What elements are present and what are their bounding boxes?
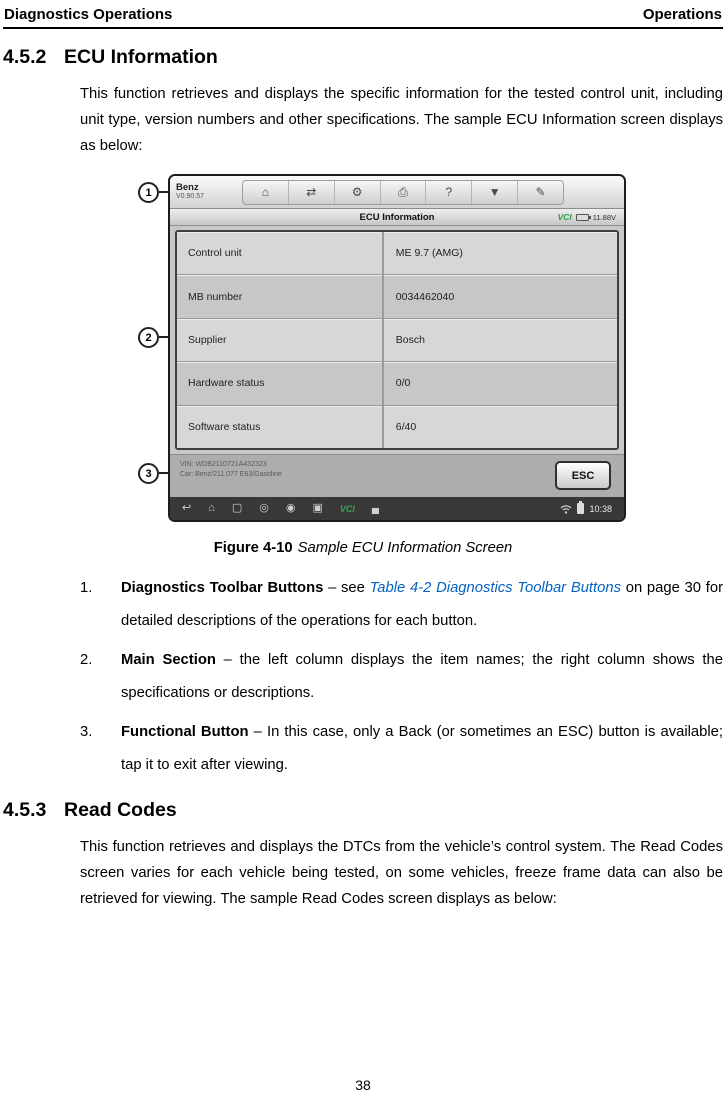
table-row [177, 406, 617, 448]
header-left-title: Diagnostics Operations [4, 6, 173, 23]
figure-caption [3, 540, 723, 556]
vehicle-info-text [180, 460, 282, 479]
list-item-mid-text: – see [323, 580, 370, 596]
callout-3 [138, 463, 159, 484]
vehicle-brand [176, 183, 240, 202]
wifi-icon [560, 504, 572, 514]
vci-status-label: VCI [557, 212, 572, 222]
list-item-number: 1. [80, 580, 93, 596]
back-icon: ↩ [182, 502, 192, 514]
section-number: 4.5.3 [3, 799, 47, 821]
android-navigation-bar [170, 497, 624, 520]
screen-title-bar [170, 209, 624, 226]
item-value-cell: 0/0 [395, 377, 411, 390]
callout-number: 1 [145, 186, 152, 199]
table-row [177, 319, 617, 362]
item-name-cell: Software status [177, 406, 384, 448]
item-name-cell: Supplier [177, 319, 384, 361]
print-icon: ⎙ [381, 181, 427, 204]
numbered-list [80, 572, 723, 782]
vci-app-icon: VCI [339, 503, 355, 514]
cross-reference-link[interactable]: Table 4-2 Diagnostics Toolbar Buttons [369, 580, 622, 596]
header-right-title: Operations [642, 6, 722, 23]
battery-icon [577, 503, 584, 514]
vehicle-swap-icon: ⇄ [289, 181, 335, 204]
vehicle-info-bar [170, 454, 624, 497]
list-item-text [121, 572, 723, 638]
list-item-bold-term: Functional Button [121, 724, 249, 740]
list-item [80, 572, 723, 638]
table-row [177, 275, 617, 318]
screen-title: ECU Information [359, 211, 435, 223]
voltage-readout: 11.88V [592, 212, 616, 222]
table-row [177, 232, 617, 275]
list-item-text [121, 716, 723, 782]
callout-number: 3 [145, 467, 152, 480]
home-icon: ⌂ [208, 502, 215, 514]
section-heading-4-5-3 [3, 799, 723, 822]
list-item-rest-text: on page 30 for detailed descriptions of the operations for each button. [121, 580, 723, 629]
callout-2 [138, 327, 159, 348]
section-paragraph: This function retrieves and displays the specific information for the tested control unit, including unit type, version numbers and other specifications. The sample ECU Information screen displays as below: [80, 86, 723, 154]
tablet-screenshot [168, 174, 626, 522]
figure-caption-label: Figure 4-10 [213, 540, 293, 556]
browser-icon: ◎ [259, 502, 269, 514]
list-item-text [121, 644, 723, 710]
section-title: ECU Information [64, 46, 218, 68]
car-text: Car: Benz/211.077 E63/Gasoline [180, 470, 282, 478]
screenshot-icon: ▣ [312, 502, 323, 514]
list-item-rest-text: – In this case, only a Back (or sometimes an ESC) button is available; tap it to exit after viewing. [121, 724, 723, 773]
status-tray [560, 503, 612, 514]
settings-icon: ⚙ [335, 181, 381, 204]
item-name-cell: Hardware status [177, 362, 384, 404]
esc-button: ESC [555, 461, 611, 490]
section-paragraph: This function retrieves and displays the DTCs from the vehicle’s control system. The Read Codes screen varies for each vehicle being tested, on some vehicles, freeze frame data can also be retrieved for viewing. The sample Read Codes screen displays as below: [80, 839, 723, 907]
brand-name: Benz [176, 181, 199, 193]
figure-caption-title: Sample ECU Information Screen [297, 540, 513, 556]
help-icon: ? [426, 181, 472, 204]
item-value-cell: Bosch [395, 334, 425, 347]
camera-icon: ◉ [285, 502, 296, 514]
section-title: Read Codes [64, 799, 177, 821]
callout-1 [138, 182, 159, 203]
table-row [177, 362, 617, 405]
callout-number: 2 [145, 331, 152, 344]
diagnostics-toolbar [170, 176, 624, 209]
list-item-number: 3. [80, 724, 93, 740]
page-header [3, 6, 723, 29]
section-number: 4.5.2 [3, 46, 47, 68]
list-item-bold-term: Main Section [121, 652, 216, 668]
list-item-rest-text: – the left column displays the item names; the right column shows the specifications or descriptions. [121, 652, 723, 701]
recents-icon: ▢ [231, 502, 243, 514]
item-value-cell: 6/40 [395, 420, 417, 433]
ecu-information-table [175, 230, 619, 450]
software-version: V0.90.57 [176, 193, 205, 201]
item-name-cell: Control unit [177, 232, 384, 274]
item-name-cell: MB number [177, 275, 384, 317]
list-item [80, 716, 723, 782]
save-icon: ▼ [472, 181, 518, 204]
item-value-cell: ME 9.7 (AMG) [395, 247, 463, 260]
toolbar-button-strip [242, 180, 564, 205]
list-item-number: 2. [80, 652, 93, 668]
status-cluster [558, 209, 616, 225]
data-logging-icon: ✎ [535, 185, 546, 199]
battery-icon [576, 214, 589, 221]
clock-time: 10:38 [589, 503, 612, 514]
page-number: 38 [355, 1077, 371, 1093]
figure-4-10 [3, 174, 723, 526]
list-item-bold-term: Diagnostics Toolbar Buttons [121, 580, 324, 596]
section-heading-4-5-2 [3, 46, 723, 69]
home-icon: ⌂ [243, 181, 289, 204]
item-value-cell: 0034462040 [395, 290, 455, 303]
vin-text: VIN: WDB2110721A432323 [180, 461, 267, 468]
list-item [80, 644, 723, 710]
car-app-icon: ▄ [371, 503, 380, 514]
